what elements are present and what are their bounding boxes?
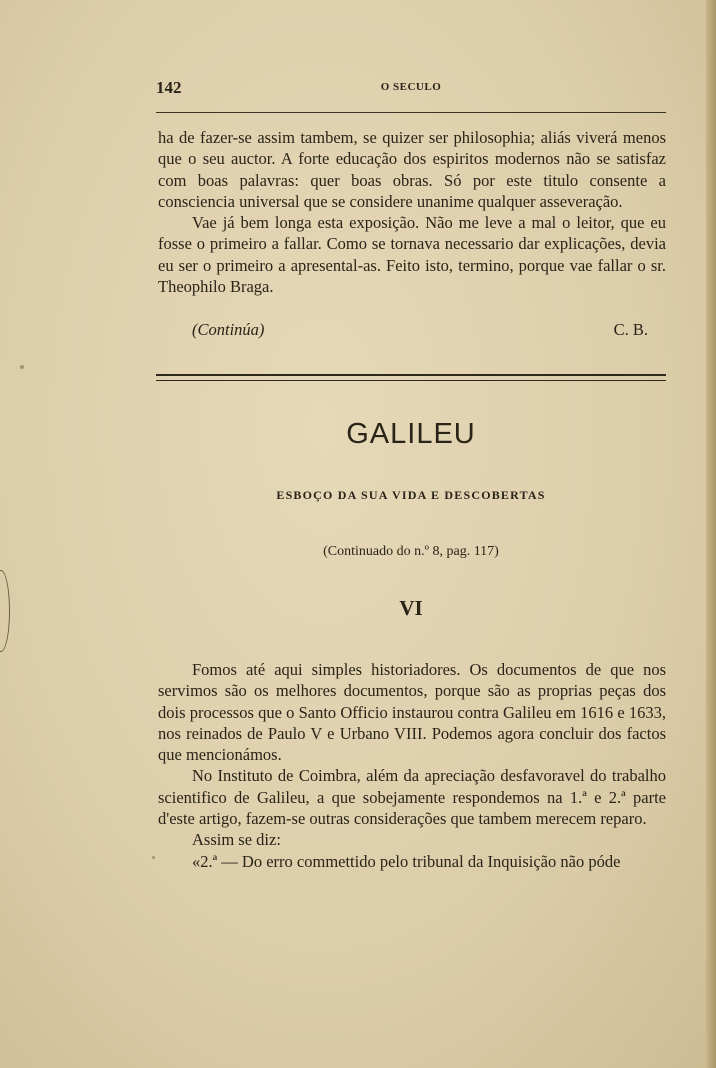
page-header [156, 78, 666, 98]
article-subtitle: ESBOÇO DA SUA VIDA E DESCOBERTAS [276, 488, 546, 502]
binding-mark [0, 570, 10, 652]
article-signoff [192, 320, 648, 342]
paragraph: No Instituto de Coimbra, além da apreciação desfavoravel do trabalho scientifico de Galileu, a que sobejamente respondemos na 1.ª e 2.ª parte d'este artigo, fazem-se outras considerações que tambem merecem reparo. [158, 766, 666, 829]
article-text [158, 659, 666, 872]
section-divider [156, 374, 666, 376]
paragraph: Vae já bem longa esta exposição. Não me leve a mal o leitor, que eu fosse o primeiro a fallar. Como se tornava necessario dar explicações, devia eu ser o primeiro a apresental-as. Feito isto, termino, porque vae fallar o sr. Theophilo Braga. [158, 213, 666, 297]
page-number: 142 [156, 78, 182, 97]
section-divider [156, 380, 666, 381]
continuation-note: (Continuado do n.º 8, pag. 117) [323, 544, 499, 559]
header-rule [156, 112, 666, 113]
paper-spot [152, 856, 155, 859]
paragraph: Fomos até aqui simples historiadores. Os documentos de que nos servimos são os melhores documentos, porque são as proprias peças dos dois processos que o Santo Officio instaurou contra Galileu em 1616 e 1633, nos reinados de Paulo V e Urbano VIII. Podemos agora concluir dos factos que mencionámos. [158, 660, 666, 765]
author-initials: C. B. [613, 320, 648, 339]
continua-note: (Continúa) [192, 320, 265, 339]
paragraph: Assim se diz: [192, 830, 281, 850]
page-edge [706, 0, 716, 1068]
paragraph: ha de fazer-se assim tambem, se quizer ser philosophia; aliás viverá menos que o seu auctor. A forte educação dos espiritos modernos não se satisfaz com boas palavras: quer boas obras. Só por este titulo consente a consciencia universal que se considere unanime qualquer asseveração. [158, 128, 666, 211]
running-title: O SECULO [380, 81, 442, 93]
section-numeral: VI [399, 596, 423, 620]
previous-article-text [158, 127, 666, 297]
article-title: GALILEU [346, 418, 476, 450]
paragraph: «2.ª — Do erro commettido pelo tribunal da Inquisição não póde [192, 851, 621, 871]
paper-spot [20, 365, 24, 369]
